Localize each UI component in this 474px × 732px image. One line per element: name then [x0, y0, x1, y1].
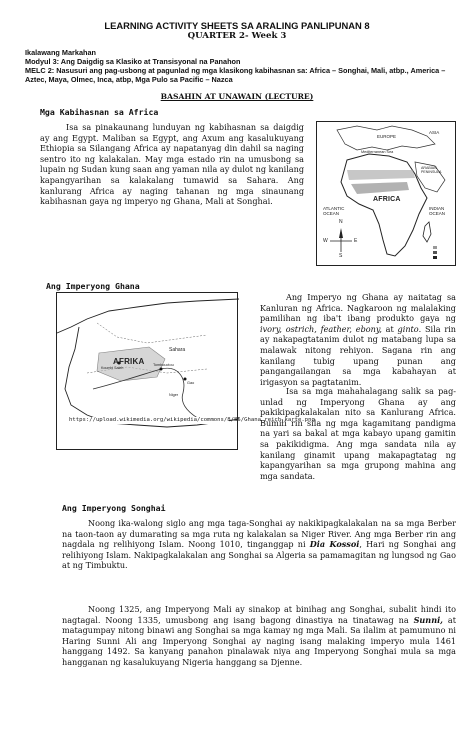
map-label-mediterranean: Mediterranean Sea — [361, 150, 394, 154]
map-label-africa: AFRICA — [373, 196, 401, 203]
legend-swatch — [433, 256, 437, 259]
map-label-koumbi: Koumbi Saleh — [101, 366, 124, 370]
map-label-arabian: ARABIAN PENINSULA — [421, 166, 442, 174]
songhai-paragraph-2 — [62, 604, 456, 668]
ghana-p2-wrap — [56, 386, 456, 481]
map-label-tombouctou: Tombouctou — [153, 363, 174, 367]
quarter-label: Ikalawang Markahan — [25, 48, 96, 57]
ghana-paragraph-2 — [56, 386, 456, 481]
legend-swatch — [433, 251, 437, 254]
compass-n: N — [339, 219, 343, 225]
compass-s: S — [339, 253, 343, 259]
border-line — [97, 323, 207, 343]
ghana-p1-italic: ivory, ostrich, feather, ebony, — [260, 323, 382, 334]
document-title: LEARNING ACTIVITY SHEETS SA ARALING PANLIPUNAN 8 — [104, 20, 370, 31]
north-coast — [57, 299, 239, 333]
map-label-niger: Niger — [169, 393, 179, 397]
ghana-p1-text2: at — [381, 323, 398, 334]
africa-map-graphic — [317, 122, 457, 267]
map-label-sahara: Sahara — [169, 347, 186, 353]
africa-map — [316, 121, 456, 266]
legend-swatch — [433, 246, 437, 249]
ghana-map-caption: https://upload.wikimedia.org/wikipedia/commons/8/85/Ghana_reich_karte.png — [69, 417, 315, 423]
songhai-p2-text: Noong 1325, ang Imperyong Mali ay sinakop at binihag ang Songhai, subalit hindi ito nagtagal. Noong 1335, umusbong ang isang bagong dinastiya na tinatawag na — [62, 604, 456, 625]
ghana-p1-italic2: ginto — [397, 323, 419, 334]
map-label-atlantic: ATLANTIC OCEAN — [323, 206, 345, 216]
map-label-gao: Gao — [187, 381, 195, 385]
songhai-p2-bold: Sunni, — [413, 614, 443, 625]
songhai-heading: Ang Imperyong Songhai — [62, 503, 166, 513]
map-label-europe: EUROPE — [377, 134, 397, 139]
ghana-heading: Ang Imperyong Ghana — [46, 281, 140, 291]
map-label-indian: INDIAN OCEAN — [429, 206, 446, 216]
songhai-p1-text: Noong ika-walong siglo ang mga taga-Songhai ay nakikipagkalakalan na sa mga Berber na taon-taon ay dumarating sa mga ruta ng kalakalan sa Niger River. Ang mga Berber rin ang nagdala ng relihiyong Islam. Noong 1010, tinganggap ni — [62, 518, 456, 550]
module-label: Modyul 3: Ang Daigdig sa Klasiko at Transisyonal na Panahon — [25, 57, 241, 66]
ghana-paragraph-1 — [260, 292, 456, 387]
compass-e: E — [354, 238, 358, 244]
songhai-p1-bold: Dia Kossoi — [309, 539, 360, 550]
melc-label: MELC 2: Nasusuri ang pag-usbong at pagunlad ng mga klasikong kabihasnan sa: Africa – Songhai, Mali, atbp., America – Aztec, Maya, Olmec, Inca, atbp, Mga Pulo sa Pacific – Nazca — [25, 66, 446, 84]
africa-paragraph-text: Isa sa pinakaunang lunduyan ng kabihasnan sa daigdig ay ang Egypt. Maliban sa Egypt, ang Axum ang kasalukuyang Ethiopia sa Silangang Africa ay napatanyag din dahil sa naging sentro ito ng kalakalan. May mga estado rin na umusbong sa lupain ng Sudan kung saan ang yaman nila ay dulot ng kanilang kapangyarihan sa kalakalang tumawid sa Sahara. Ang kanlurang Africa ay naging tahanan ng mga sinaunang kabihasnan gaya ng imperyo ng Ghana, Mali at Songhai. — [40, 122, 304, 207]
compass-w: W — [323, 238, 328, 244]
map-label-asia: ASIA — [429, 130, 440, 135]
africa-heading: Mga Kabihasnan sa Africa — [40, 107, 159, 117]
map-label-afrika: AFRIKA — [113, 357, 145, 366]
songhai-p1-text2: , Hari ng Songhai ang relihiyong Islam. Nakipagkalakalan ang Songhai sa Algeria sa pamamagitan ng lungsod ng Gao at ng Timbuktu. — [62, 539, 456, 571]
madagascar-shape — [423, 222, 431, 242]
city-marker — [160, 368, 163, 371]
songhai-paragraph-1 — [62, 518, 456, 571]
ghana-p1-text3: . Sila rin ay nakapagtatanim dulot ng matabang lupa sa malawak nitong rehiyon. Sagana rin ang kanilang tubig upang punan ang pangangailangan sa mga kabahayan at irigasyon sa pagtatanim. — [260, 323, 456, 387]
songhai-p2-text2: at matagumpay nitong binawi ang Songhai sa mga kamay ng mga Mali. Sa ilalim at pamumuno ni Haring Sunni Ali ang Imperyong Songhai ay naging isang malaking imperyo mula 1461 hanggang 1492. Sa kanyang panahon pinalawak niya ang Imperyong Songhai mula sa mga hangganan ng kasalukuyang Nigeria hanggang sa Djenne. — [62, 614, 456, 667]
document-subtitle: QUARTER 2- Week 3 — [187, 31, 287, 41]
compass-rose — [330, 228, 352, 252]
africa-paragraph — [40, 122, 304, 207]
ghana-p1-text: Ang Imperyo ng Ghana ay naitatag sa Kanluran ng Africa. Nagkaroon ng malalaking pamilihan ng iba't ibang produkto gaya ng — [260, 292, 456, 324]
ghana-p2-text: Isa sa mga mahahalagang salik sa pag-unlad ng Imperyong Ghana ay ang pakikipagkalakalan nito sa Kanlurang Africa. Bumili rin sila ng mga kagamitang pandigma na yari sa bakal at mga kabayo upang gamitin sa pakikidigma. Ang mga sandata nila ay kanilang ginamit upang makapagtatag ng kapangyarihan sa mga grupong mahina ang mga sandata. — [260, 386, 456, 481]
section-heading: BASAHIN AT UNAWAIN (LECTURE) — [160, 92, 314, 101]
